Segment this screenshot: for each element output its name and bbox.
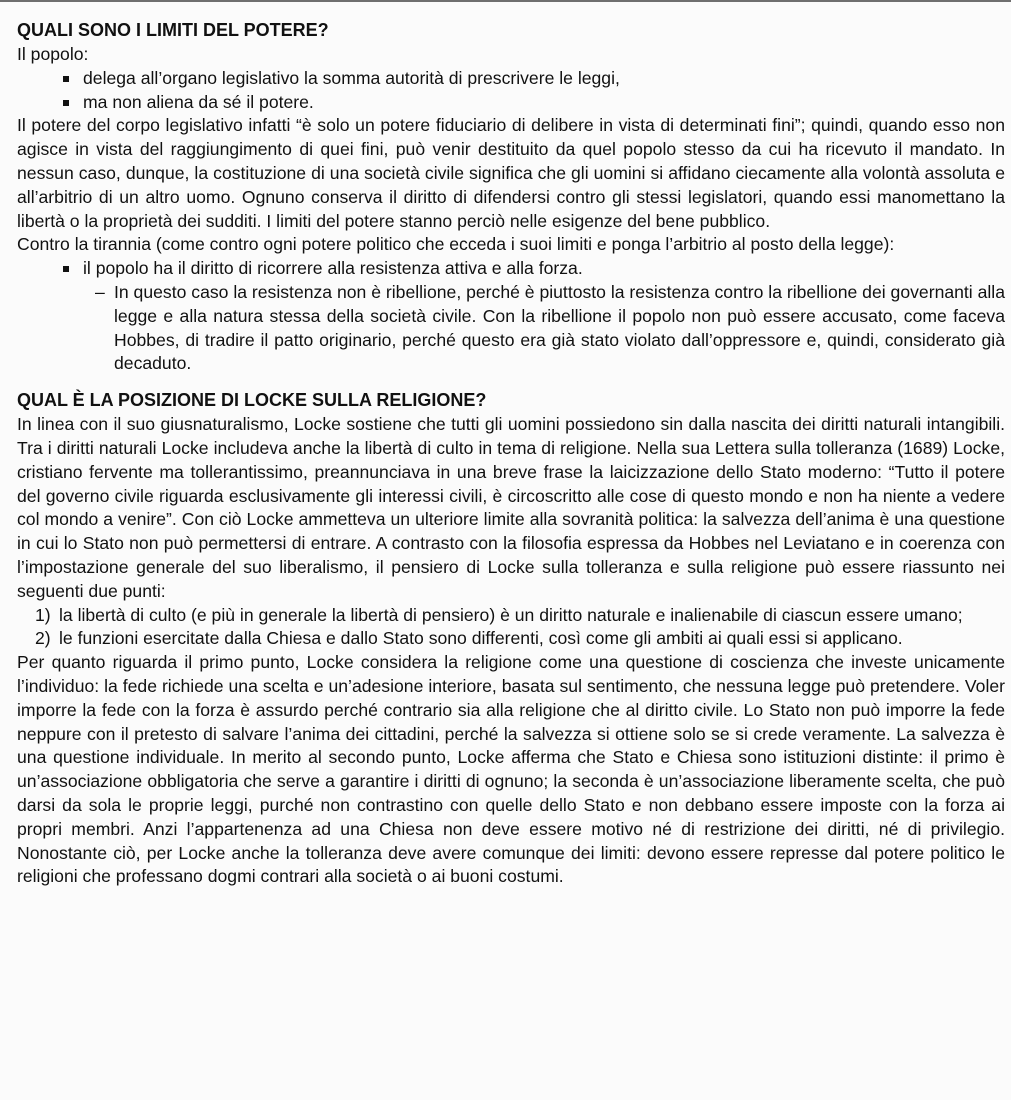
document-page [17,18,1005,889]
paragraph-conscience: Per quanto riguarda il primo punto, Locke considera la religione come una questione di coscienza che investe unicamente l’individuo: la fede richiede una scelta e un’adesione interiore, basata sul sentimento, che nessuna legge può pretendere. Voler imporre la fede con la forza è assurdo perché contrario sia alla religione che al diritto civile. Lo Stato non può imporre la fede neppure con il pretesto di salvare l’anima dei cittadini, perché la salvezza si ottiene solo se si crede veramente. La salvezza è una questione individuale. In merito al secondo punto, Locke afferma che Stato e Chiesa sono istituzioni distinte: il primo è un’associazione obbligatoria che serve a garantire i diritti di ognuno; la seconda è un’associazione liberamente scelta, che può darsi da sola le proprie leggi, purché non contrastino con quelle dello Stato e non debbano essere imposte con la forza ai propri membri. Anzi l’appartenenza ad una Chiesa non deve essere motivo né di restrizione dei diritti, né di privilegio. Nonostante ciò, per Locke anche la tolleranza deve avere comunque dei limiti: devono essere represse dal potere politico le religioni che professano dogmi contrari alla società o ai buoni costumi. [17,652,1005,887]
paragraph-natural-rights: In linea con il suo giusnaturalismo, Locke sostiene che tutti gli uomini possiedono sin dalla nascita dei diritti naturali intangibili. Tra i diritti naturali Locke includeva anche la libertà di culto in tema di religione. Nella sua Lettera sulla tolleranza (1689) Locke, cristiano fervente ma tollerantissimo, preannunciava in una breve frase la laicizzazione dello Stato moderno: “Tutto il potere del governo civile riguarda esclusivamente gli interessi civili, è circoscritto alle cose di questo mondo e non ha niente a vedere col mondo a venire”. Con ciò Locke ammetteva un ulteriore limite alla sovranità politica: la salvezza dell’anima è una questione in cui lo Stato non può permettersi di entrare. A contrasto con la filosofia espressa da Hobbes nel Leviatano e in coerenza con l’impostazione generale del suo liberalismo, il pensiero di Locke sulla tolleranza e sulla religione può essere riassunto nei seguenti due punti: [17,414,1005,601]
dash-item-text: In questo caso la resistenza non è ribellione, perché è piuttosto la resistenza contro la ribellione dei governanti alla legge e alla natura stessa della società civile. Con la ribellione il popolo non può essere accusato, come faceva Hobbes, di tradire il patto originario, perché questo era già stato violato dall’oppressore e, quindi, considerato già decaduto. [114,281,1005,374]
numbered-list-points [35,604,1005,652]
section-heading-religion: QUAL È LA POSIZIONE DI LOCKE SULLA RELIGIONE? [17,390,487,411]
numbered-item [35,604,1005,628]
numbered-item [35,627,1005,651]
bullet-item: il popolo ha il diritto di ricorrere alla resistenza attiva e alla forza. [63,257,1005,281]
item-number: 2) [35,628,51,649]
bullet-list-resistance [63,257,1005,281]
paragraph-legislative-power: Il potere del corpo legislativo infatti “è solo un potere fiduciario di delibere in vista di determinati fini”; quindi, quando esso non agisce in vista del raggiungimento di quei fini, può venir destituito da quel popolo stesso da cui ha ricevuto il mandato. In nessun caso, dunque, la costituzione di una società civile significa che gli uomini si affidano ciecamente alla volontà assoluta e all’arbitrio di un altro uomo. Ognuno conserva il diritto di difendersi contro gli stessi legislatori, quando essi manomettano la libertà o la proprietà dei sudditi. I limiti del potere stanno perciò nelle esigenze del bene pubblico. [17,115,1005,231]
top-border-line [0,0,1011,2]
dash-mark: – [95,281,105,302]
section-heading-limits: QUALI SONO I LIMITI DEL POTERE? [17,20,329,40]
item-number: 1) [35,604,51,625]
bullet-list-people [63,67,1005,115]
item-text: le funzioni esercitate dalla Chiesa e dallo Stato sono differenti, così come gli ambiti ai quali essi si applicano. [59,628,903,649]
item-text: la libertà di culto (e più in generale la libertà di pensiero) è un diritto naturale e inalienabile di ciascun essere umano; [59,604,963,625]
dash-item-rebellion [95,281,1005,376]
paragraph-tyranny: Contro la tirannia (come contro ogni potere politico che ecceda i suoi limiti e ponga l’arbitrio al posto della legge): [17,234,895,255]
intro-text: Il popolo: [17,44,89,64]
bullet-item: delega all’organo legislativo la somma autorità di prescrivere le leggi, [63,67,1005,91]
bullet-item: ma non aliena da sé il potere. [63,91,1005,115]
